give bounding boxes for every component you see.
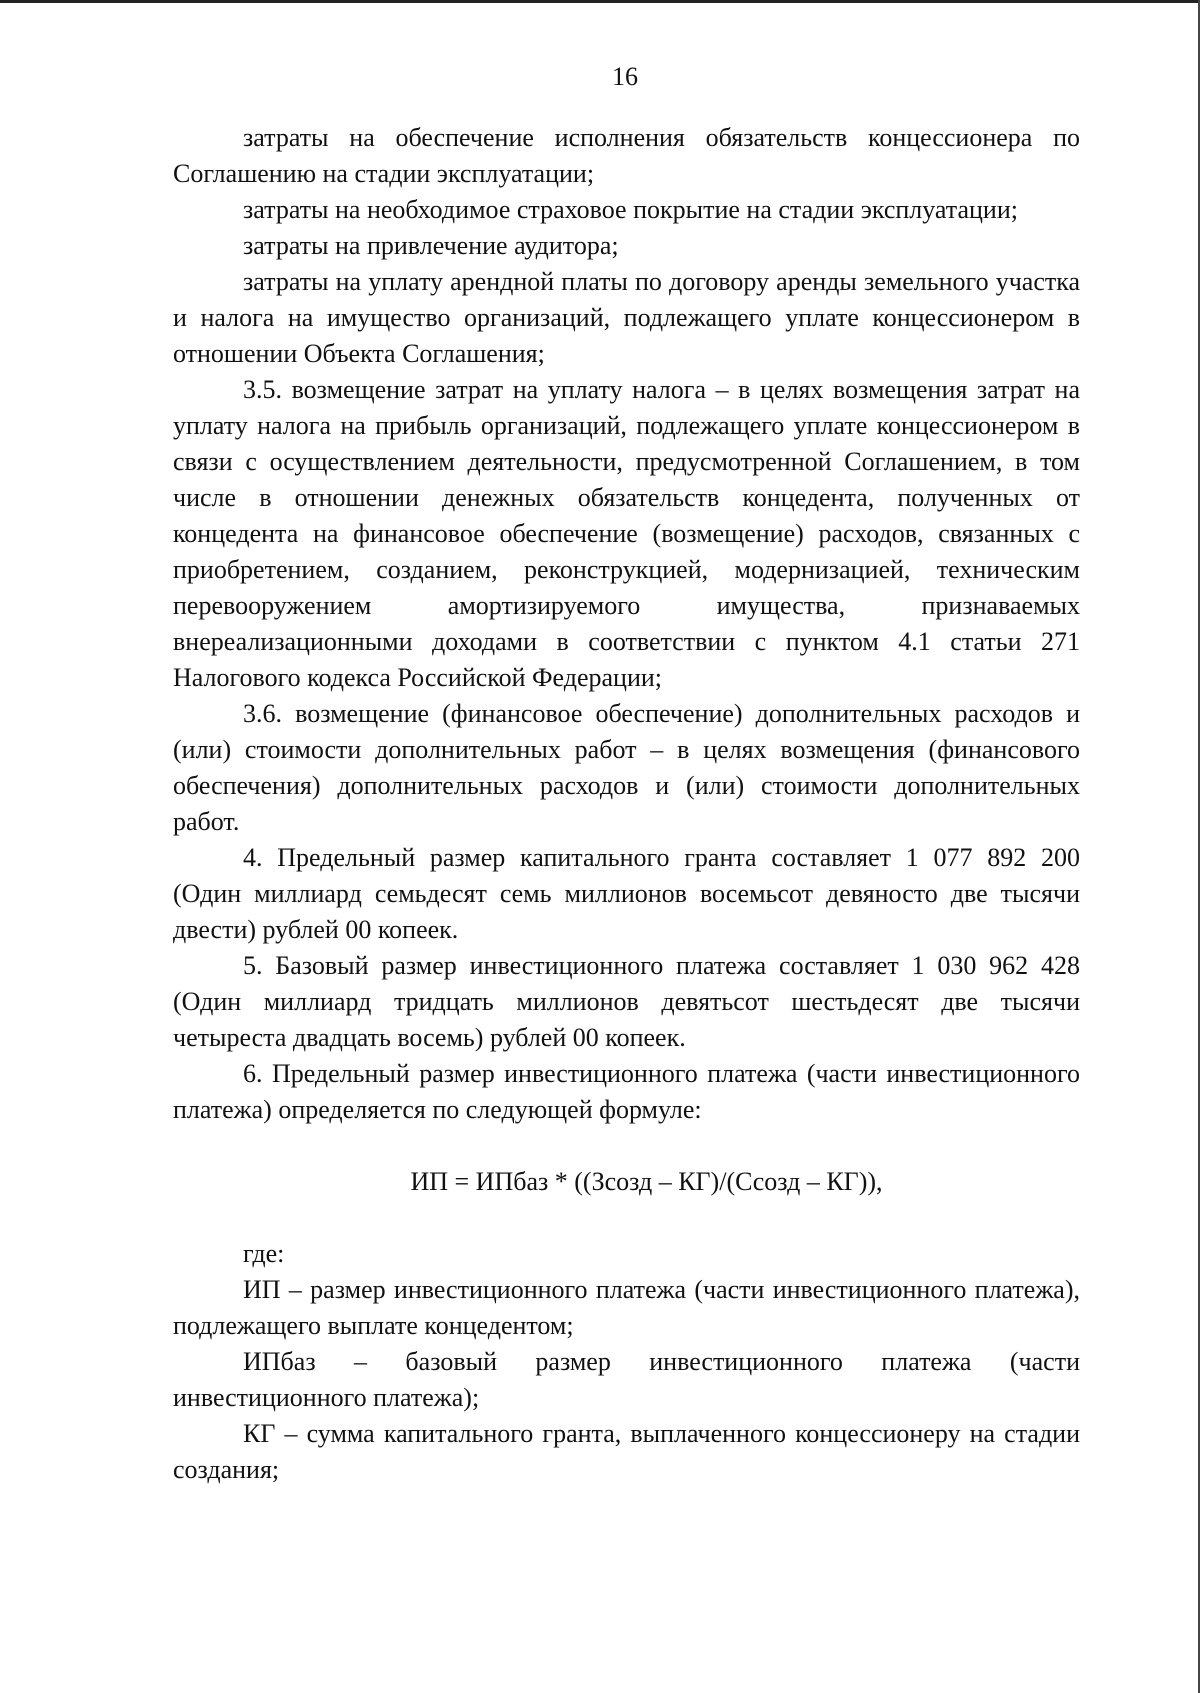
definition-ipbaz: ИПбаз – базовый размер инвестиционного платежа (части инвестиционного платежа);	[173, 1347, 1080, 1412]
definition-kg: КГ – сумма капитального гранта, выплаченного концессионеру на стадии создания;	[173, 1419, 1080, 1484]
paragraph-5: 5. Базовый размер инвестиционного платежа составляет 1 030 962 428 (Один миллиард тридцать миллионов девятьсот шестьдесят две тысячи четыреста двадцать восемь) рублей 00 копеек.	[173, 951, 1080, 1052]
paragraph: затраты на привлечение аудитора;	[243, 231, 619, 260]
where-label: где:	[243, 1239, 285, 1268]
paragraph: затраты на уплату арендной платы по договору аренды земельного участка и налога на имущество организаций, подлежащего уплате концессионером в отношении Объекта Соглашения;	[173, 267, 1080, 368]
paragraph-3-5: 3.5. возмещение затрат на уплату налога – в целях возмещения затрат на уплату налога на прибыль организаций, подлежащего уплате концессионером в связи с осуществлением деятельности, предусмотренной Соглашением, в том числе в отношении денежных обязательств концедента, полученных от концедента на финансовое обеспечение (возмещение) расходов, связанных с приобретением, созданием, реконструкцией, модернизацией, техническим перевооружением амортизируемого имущества, признаваемых внереализационными доходами в соответствии с пунктом 4.1 статьи 271 Налогового кодекса Российской Федерации;	[173, 375, 1080, 692]
page-number: 16	[612, 62, 638, 91]
paragraph: затраты на необходимое страховое покрытие на стадии эксплуатации;	[243, 195, 1018, 224]
paragraph-3-6: 3.6. возмещение (финансовое обеспечение) дополнительных расходов и (или) стоимости дополнительных работ – в целях возмещения (финансового обеспечения) дополнительных расходов и (или) стоимости дополнительных работ.	[173, 699, 1080, 836]
paragraph-4: 4. Предельный размер капитального гранта составляет 1 077 892 200 (Один миллиард семьдесят семь миллионов восемьсот девяносто две тысячи двести) рублей 00 копеек.	[173, 843, 1080, 944]
paragraph-6: 6. Предельный размер инвестиционного платежа (части инвестиционного платежа) определяется по следующей формуле:	[173, 1059, 1080, 1124]
definition-ip: ИП – размер инвестиционного платежа (части инвестиционного платежа), подлежащего выплате концедентом;	[173, 1275, 1080, 1340]
paragraph: затраты на обеспечение исполнения обязательств концессионера по Соглашению на стадии эксплуатации;	[173, 123, 1080, 188]
formula: ИП = ИПбаз * ((Зсозд – КГ)/(Ссозд – КГ)),	[410, 1167, 883, 1196]
scan-edge-top	[0, 0, 1200, 3]
document-body	[173, 120, 1080, 1488]
